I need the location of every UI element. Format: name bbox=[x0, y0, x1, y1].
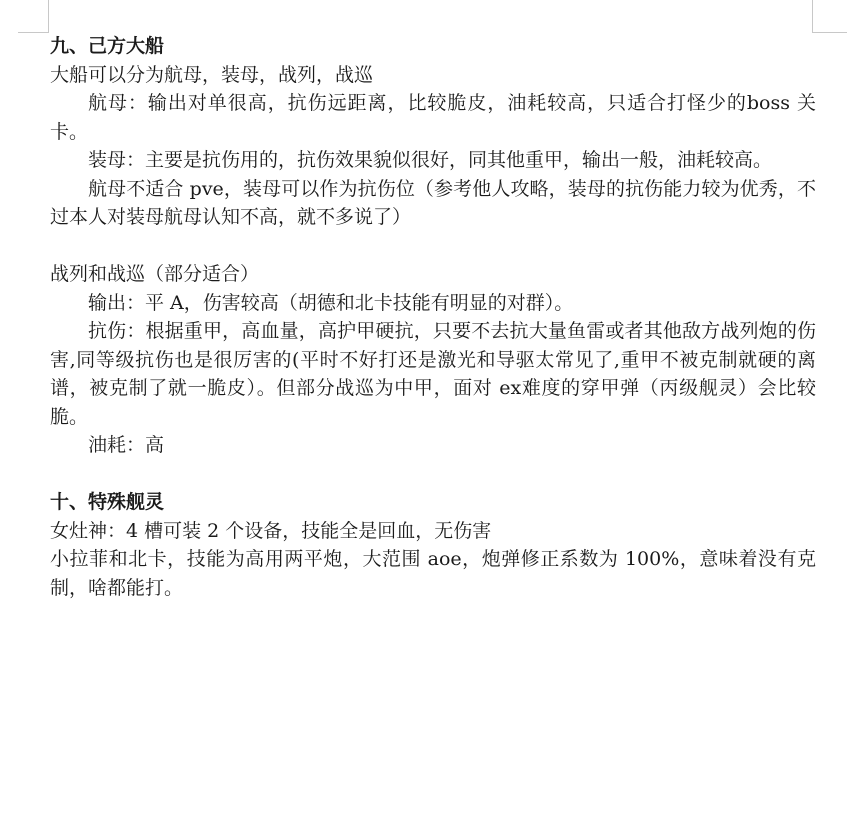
battleship-fuel-paragraph: 油耗：高 bbox=[88, 434, 165, 456]
carrier-note-paragraph: 航母不适合 pve，装母可以作为抗伤位（参考他人攻略，装母的抗伤能力较为优秀，不过本人对装母航母认知不高，就不多说了） bbox=[50, 177, 816, 228]
armored-carrier-paragraph: 装母：主要是抗伤用的，抗伤效果貌似很好，同其他重甲，输出一般，油耗较高。 bbox=[88, 149, 773, 171]
battleship-subheading: 战列和战巡（部分适合） bbox=[50, 263, 260, 285]
big-ship-intro: 大船可以分为航母，装母，战列，战巡 bbox=[50, 63, 374, 86]
carrier-paragraph: 航母：输出对单很高，抗伤远距离，比较脆皮，油耗较高，只适合打怪少的boss 关卡。 bbox=[50, 92, 816, 143]
page-corner-mark-top-left bbox=[18, 0, 49, 33]
document-body[interactable] bbox=[50, 32, 816, 602]
little-raffey-paragraph: 小拉菲和北卡，技能为高用两平炮，大范围 aoe，炮弹修正系数为 100%，意味着没有克制，啥都能打。 bbox=[50, 548, 816, 599]
section-heading-nine: 九、己方大船 bbox=[50, 35, 165, 57]
battleship-output-paragraph: 输出：平 A，伤害较高（胡德和北卡技能有明显的对群）。 bbox=[88, 291, 574, 314]
blank-line bbox=[50, 460, 816, 489]
blank-line bbox=[50, 232, 816, 261]
battleship-tank-paragraph: 抗伤：根据重甲，高血量，高护甲硬抗，只要不去抗大量鱼雷或者其他敌方战列炮的伤害,同等级抗伤也是很厉害的(平时不好打还是激光和导驱太常见了,重甲不被克制就硬的离谱，被克制了就一脆皮）。但部分战巡为中甲，面对 ex难度的穿甲弹（丙级舰灵）会比较脆。 bbox=[50, 320, 816, 428]
section-heading-ten: 十、特殊舰灵 bbox=[50, 491, 165, 513]
hestia-paragraph: 女灶神：4 槽可装 2 个设备，技能全是回血，无伤害 bbox=[50, 519, 492, 542]
page-corner-mark-top-right bbox=[812, 0, 847, 33]
